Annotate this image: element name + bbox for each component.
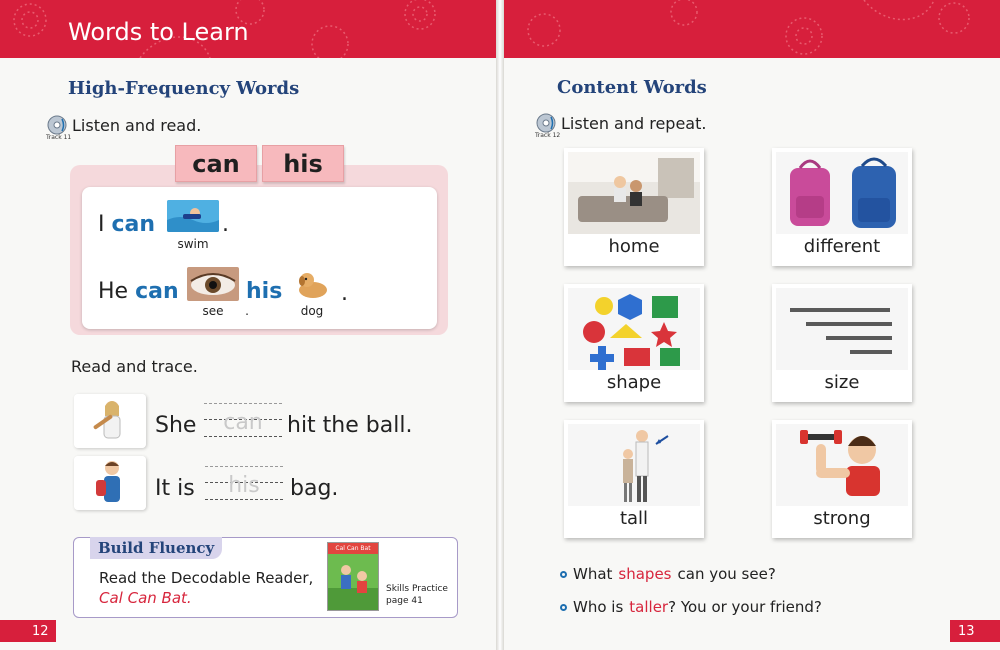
question-1-part-a: What <box>573 565 613 583</box>
listen-read-instruction <box>46 114 201 136</box>
word-card-home <box>564 148 704 266</box>
listen-repeat-instruction <box>535 112 706 134</box>
sentence-2-period: . <box>341 281 348 306</box>
question-2 <box>560 598 822 616</box>
swimmer-picture <box>167 200 219 232</box>
word-card-shape <box>564 284 704 402</box>
track-label: Track 12 <box>535 132 561 139</box>
word-tag-his: his <box>262 145 344 182</box>
fluency-line-1: Read the Decodable Reader, <box>99 569 314 587</box>
question-2-keyword: taller <box>629 598 669 616</box>
page-number-left: 12 <box>0 620 56 642</box>
trace-word-can[interactable]: can <box>223 410 263 435</box>
book-gutter <box>496 0 504 650</box>
home-picture <box>568 152 700 234</box>
decodable-reader-title: Cal Can Bat. <box>99 589 192 607</box>
strong-boy-picture <box>776 424 908 506</box>
backpacks-picture <box>776 152 908 234</box>
girl-batting-picture <box>74 394 146 448</box>
book-cover-picture <box>327 542 379 611</box>
track-label: Track 11 <box>46 134 72 141</box>
left-banner <box>0 0 496 58</box>
swirl-pattern-icon <box>504 0 1000 58</box>
eye-picture <box>187 267 239 301</box>
book-cover-title: Cal Can Bat <box>328 543 378 554</box>
word-home: home <box>608 236 660 257</box>
pencils-picture <box>776 288 908 370</box>
page-number-right: 13 <box>950 620 1000 642</box>
trace-top-line <box>204 403 282 404</box>
question-2-part-c: ? You or your friend? <box>668 598 822 616</box>
word-different: different <box>803 236 881 257</box>
shapes-picture <box>568 288 700 370</box>
audio-cd-icon[interactable] <box>46 114 68 136</box>
word-shape: shape <box>606 372 662 393</box>
section-title-content-words: Content Words <box>557 77 707 98</box>
bullet-icon <box>560 604 567 611</box>
sentence-1-period: . <box>222 212 229 237</box>
boy-backpack-picture <box>74 456 146 510</box>
word-card-different <box>772 148 912 266</box>
word-size: size <box>824 372 860 393</box>
instruction-text: Listen and repeat. <box>561 113 707 133</box>
question-1-keyword: shapes <box>618 565 672 583</box>
word-card-tall <box>564 420 704 538</box>
caption-dog: dog <box>300 304 324 318</box>
example-card <box>82 187 437 329</box>
word-he: He <box>98 279 129 304</box>
instruction-text: Listen and read. <box>72 115 202 135</box>
caption-swim: swim <box>177 237 209 251</box>
section-title-high-frequency: High-Frequency Words <box>68 78 300 99</box>
trace-sentence-2-before: It is <box>155 476 195 501</box>
question-1-part-c: can you see? <box>677 565 776 583</box>
audio-cd-icon[interactable] <box>535 112 557 134</box>
word-i: I <box>98 212 105 237</box>
word-card-size <box>772 284 912 402</box>
sentence-1 <box>98 212 155 237</box>
question-2-part-a: Who is <box>573 598 624 616</box>
tall-kids-picture <box>568 424 700 506</box>
word-can: can <box>135 279 179 304</box>
trace-top-line <box>205 466 283 467</box>
trace-sentence-2-after: bag. <box>290 476 339 501</box>
word-can: can <box>111 212 156 237</box>
banner-title: Words to Learn <box>68 18 249 46</box>
word-tall: tall <box>619 508 649 529</box>
trace-instruction: Read and trace. <box>71 357 198 376</box>
build-fluency-title: Build Fluency <box>90 537 222 559</box>
word-card-strong <box>772 420 912 538</box>
word-strong: strong <box>813 508 871 529</box>
trace-sentence-1-before: She <box>155 413 197 438</box>
skills-practice-line-1: Skills Practice <box>386 584 448 594</box>
caption-dot: . <box>245 304 249 318</box>
skills-practice-line-2: page 41 <box>386 596 423 606</box>
trace-sentence-1-after: hit the ball. <box>287 413 413 438</box>
word-his: his <box>246 279 283 304</box>
sentence-2 <box>98 279 179 304</box>
word-tag-can: can <box>175 145 257 182</box>
right-banner <box>504 0 1000 58</box>
trace-word-his[interactable]: his <box>228 473 260 498</box>
caption-see: see <box>202 304 224 318</box>
bullet-icon <box>560 571 567 578</box>
question-1 <box>560 565 776 583</box>
dog-picture <box>293 266 333 300</box>
